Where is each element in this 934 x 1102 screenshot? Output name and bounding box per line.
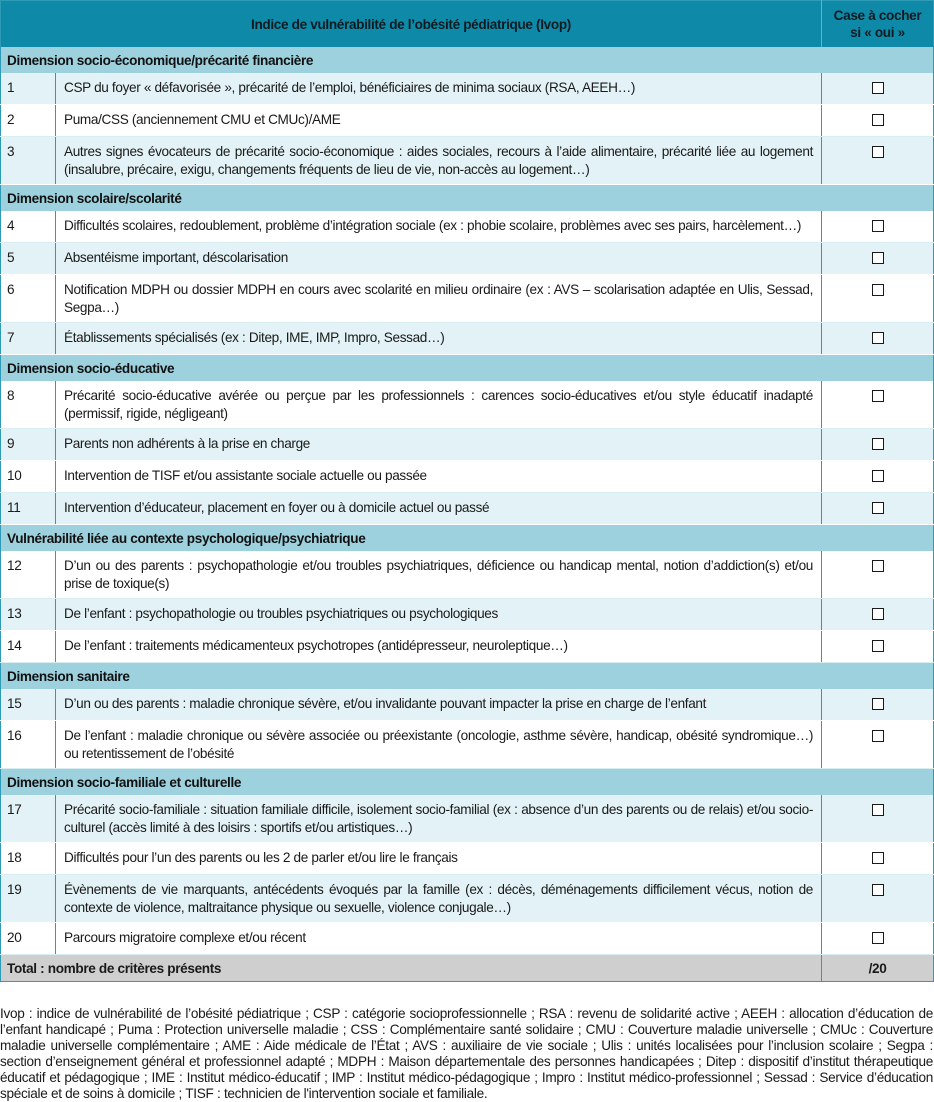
criterion-text: Établissements spécialisés (ex : Ditep, IME, IMP, Impro, Sessad…) <box>56 323 822 355</box>
criterion-row <box>1 689 934 721</box>
checkbox-icon[interactable] <box>872 932 884 944</box>
checkbox-cell <box>822 689 934 721</box>
criterion-row <box>1 429 934 461</box>
checkbox-cell <box>822 875 934 923</box>
footnote-abbreviations: Ivop : indice de vulnérabilité de l’obésité pédiatrique ; CSP : catégorie socioprofessionnelle ; RSA : revenu de solidarité active ; AEEH : allocation d’éducation de l’enfant handicapé ; Puma : Protection universelle maladie ; CSS : Complémentaire santé solidaire ; CMU : Couverture maladie universelle ; CMUc : Couverture maladie universelle complémentaire ; AME : Aide médicale de l’État ; AVS : auxiliaire de vie sociale ; Ulis : unités localisées pour l’inclusion scolaire ; Segpa : section d’enseignement général et professionnel adapté ; MDPH : Maison départementale des personnes handicapées ; Ditep : dispositif d’institut thérapeutique éducatif et pédagogique ; IME : Institut médico-éducatif ; IMP : Institut médico-pédagogique ; Impro : Institut médico-professionnel ; Sessad : Service d’éducation spéciale et de soins à domicile ; TISF : technicien de l'intervention sociale et familiale. <box>0 1006 933 1101</box>
criterion-text: Puma/CSS (anciennement CMU et CMUc)/AME <box>56 105 822 137</box>
criterion-row <box>1 631 934 663</box>
checkbox-icon[interactable] <box>872 560 884 572</box>
criterion-number: 1 <box>1 73 56 105</box>
total-label: Total : nombre de critères présents <box>1 955 822 982</box>
criterion-number: 12 <box>1 551 56 599</box>
checkbox-cell <box>822 211 934 243</box>
criterion-text: D’un ou des parents : maladie chronique sévère, et/ou invalidante pouvant impacter la prise en charge de l’enfant <box>56 689 822 721</box>
criterion-row <box>1 73 934 105</box>
check-column-header: Case à cocher si « oui » <box>822 1 934 48</box>
criterion-row <box>1 843 934 875</box>
checkbox-icon[interactable] <box>872 252 884 264</box>
criterion-text: Difficultés scolaires, redoublement, problème d’intégration sociale (ex : phobie scolaire, problèmes avec ses pairs, harcèlement…) <box>56 211 822 243</box>
checkbox-icon[interactable] <box>872 730 884 742</box>
criterion-text: CSP du foyer « défavorisée », précarité de l’emploi, bénéficiaires de minima sociaux (RSA, AEEH…) <box>56 73 822 105</box>
criterion-number: 17 <box>1 795 56 843</box>
section-title: Dimension sanitaire <box>1 663 934 690</box>
criterion-number: 16 <box>1 721 56 769</box>
criterion-row <box>1 599 934 631</box>
checkbox-icon[interactable] <box>872 470 884 482</box>
criterion-row <box>1 137 934 185</box>
criterion-number: 14 <box>1 631 56 663</box>
checkbox-cell <box>822 243 934 275</box>
criterion-number: 20 <box>1 923 56 955</box>
criterion-text: D’un ou des parents : psychopathologie et/ou troubles psychiatriques, déficience ou handicap mental, notion d’addiction(s) et/ou prise de toxique(s) <box>56 551 822 599</box>
criterion-number: 6 <box>1 275 56 323</box>
criterion-text: De l’enfant : maladie chronique ou sévère associée ou préexistante (oncologie, asthme sévère, handicap, obésité syndromique…) ou retentissement de l’obésité <box>56 721 822 769</box>
checkbox-icon[interactable] <box>872 332 884 344</box>
checkbox-icon[interactable] <box>872 852 884 864</box>
criterion-row <box>1 923 934 955</box>
checkbox-icon[interactable] <box>872 502 884 514</box>
criterion-number: 4 <box>1 211 56 243</box>
criterion-row <box>1 551 934 599</box>
table-title: Indice de vulnérabilité de l’obésité pédiatrique (Ivop) <box>1 1 822 48</box>
criterion-number: 2 <box>1 105 56 137</box>
criterion-number: 11 <box>1 493 56 525</box>
checkbox-cell <box>822 631 934 663</box>
criterion-number: 7 <box>1 323 56 355</box>
checkbox-cell <box>822 323 934 355</box>
criterion-text: Difficultés pour l’un des parents ou les 2 de parler et/ou lire le français <box>56 843 822 875</box>
checkbox-icon[interactable] <box>872 884 884 896</box>
criterion-text: Parcours migratoire complexe et/ou récent <box>56 923 822 955</box>
checkbox-icon[interactable] <box>872 114 884 126</box>
section-header-row <box>1 663 934 690</box>
section-title: Dimension socio-éducative <box>1 355 934 382</box>
section-title: Dimension scolaire/scolarité <box>1 185 934 212</box>
checkbox-cell <box>822 137 934 185</box>
criterion-number: 18 <box>1 843 56 875</box>
total-value: /20 <box>822 955 934 982</box>
total-row <box>1 955 934 982</box>
criterion-number: 13 <box>1 599 56 631</box>
criterion-row <box>1 461 934 493</box>
criterion-text: Absentéisme important, déscolarisation <box>56 243 822 275</box>
checkbox-cell <box>822 105 934 137</box>
section-header-row <box>1 769 934 796</box>
criterion-text: Précarité socio-familiale : situation familiale difficile, isolement socio-familial (ex : absence d’un des parents ou de relais) et/ou socio-culturel (accès limité à des loisirs : sportifs et/ou artistiques…) <box>56 795 822 843</box>
criterion-row <box>1 875 934 923</box>
criterion-row <box>1 795 934 843</box>
section-header-row <box>1 185 934 212</box>
checkbox-icon[interactable] <box>872 82 884 94</box>
checkbox-icon[interactable] <box>872 804 884 816</box>
criterion-number: 5 <box>1 243 56 275</box>
criterion-row <box>1 323 934 355</box>
section-title: Dimension socio-économique/précarité financière <box>1 47 934 73</box>
criterion-row <box>1 243 934 275</box>
section-header-row <box>1 525 934 552</box>
checkbox-icon[interactable] <box>872 698 884 710</box>
criterion-row <box>1 721 934 769</box>
criterion-number: 19 <box>1 875 56 923</box>
checkbox-cell <box>822 721 934 769</box>
criterion-row <box>1 381 934 429</box>
criterion-row <box>1 105 934 137</box>
checkbox-icon[interactable] <box>872 220 884 232</box>
checkbox-cell <box>822 923 934 955</box>
checkbox-cell <box>822 843 934 875</box>
criterion-text: Évènements de vie marquants, antécédents évoqués par la famille (ex : décès, déménagements difficilement vécus, notion de contexte de violence, maltraitance physique ou sexuelle, violence conjugale…) <box>56 875 822 923</box>
criterion-number: 15 <box>1 689 56 721</box>
criterion-row <box>1 211 934 243</box>
checkbox-cell <box>822 795 934 843</box>
section-title: Dimension socio-familiale et culturelle <box>1 769 934 796</box>
checkbox-cell <box>822 381 934 429</box>
criterion-number: 9 <box>1 429 56 461</box>
criterion-number: 8 <box>1 381 56 429</box>
checkbox-icon[interactable] <box>872 284 884 296</box>
criterion-number: 10 <box>1 461 56 493</box>
criterion-text: Parents non adhérents à la prise en charge <box>56 429 822 461</box>
criterion-text: Intervention de TISF et/ou assistante sociale actuelle ou passée <box>56 461 822 493</box>
criterion-row <box>1 275 934 323</box>
checkbox-cell <box>822 599 934 631</box>
checkbox-cell <box>822 551 934 599</box>
criterion-row <box>1 493 934 525</box>
checkbox-icon[interactable] <box>872 640 884 652</box>
checkbox-cell <box>822 429 934 461</box>
criterion-text: Autres signes évocateurs de précarité socio-économique : aides sociales, recours à l’aide alimentaire, précarité liée au logement (insalubre, précaire, exigu, changements fréquents de lieu de vie, non-accès au logement…) <box>56 137 822 185</box>
checkbox-icon[interactable] <box>872 608 884 620</box>
section-header-row <box>1 47 934 73</box>
checkbox-cell <box>822 461 934 493</box>
checkbox-icon[interactable] <box>872 438 884 450</box>
criterion-text: Précarité socio-éducative avérée ou perçue par les professionnels : carences socio-éducatives et/ou style éducatif inadapté (permissif, rigide, négligeant) <box>56 381 822 429</box>
table-body <box>1 47 934 955</box>
criterion-text: Intervention d’éducateur, placement en foyer ou à domicile actuel ou passé <box>56 493 822 525</box>
checkbox-icon[interactable] <box>872 146 884 158</box>
checkbox-icon[interactable] <box>872 390 884 402</box>
criterion-text: De l’enfant : psychopathologie ou troubles psychiatriques ou psychologiques <box>56 599 822 631</box>
section-title: Vulnérabilité liée au contexte psychologique/psychiatrique <box>1 525 934 552</box>
checkbox-cell <box>822 73 934 105</box>
criterion-text: Notification MDPH ou dossier MDPH en cours avec scolarité en milieu ordinaire (ex : AVS – scolarisation adaptée en Ulis, Sessad, Segpa…) <box>56 275 822 323</box>
section-header-row <box>1 355 934 382</box>
criterion-text: De l’enfant : traitements médicamenteux psychotropes (antidépresseur, neuroleptique…) <box>56 631 822 663</box>
criterion-number: 3 <box>1 137 56 185</box>
checkbox-cell <box>822 493 934 525</box>
checkbox-cell <box>822 275 934 323</box>
table-header <box>1 1 934 48</box>
